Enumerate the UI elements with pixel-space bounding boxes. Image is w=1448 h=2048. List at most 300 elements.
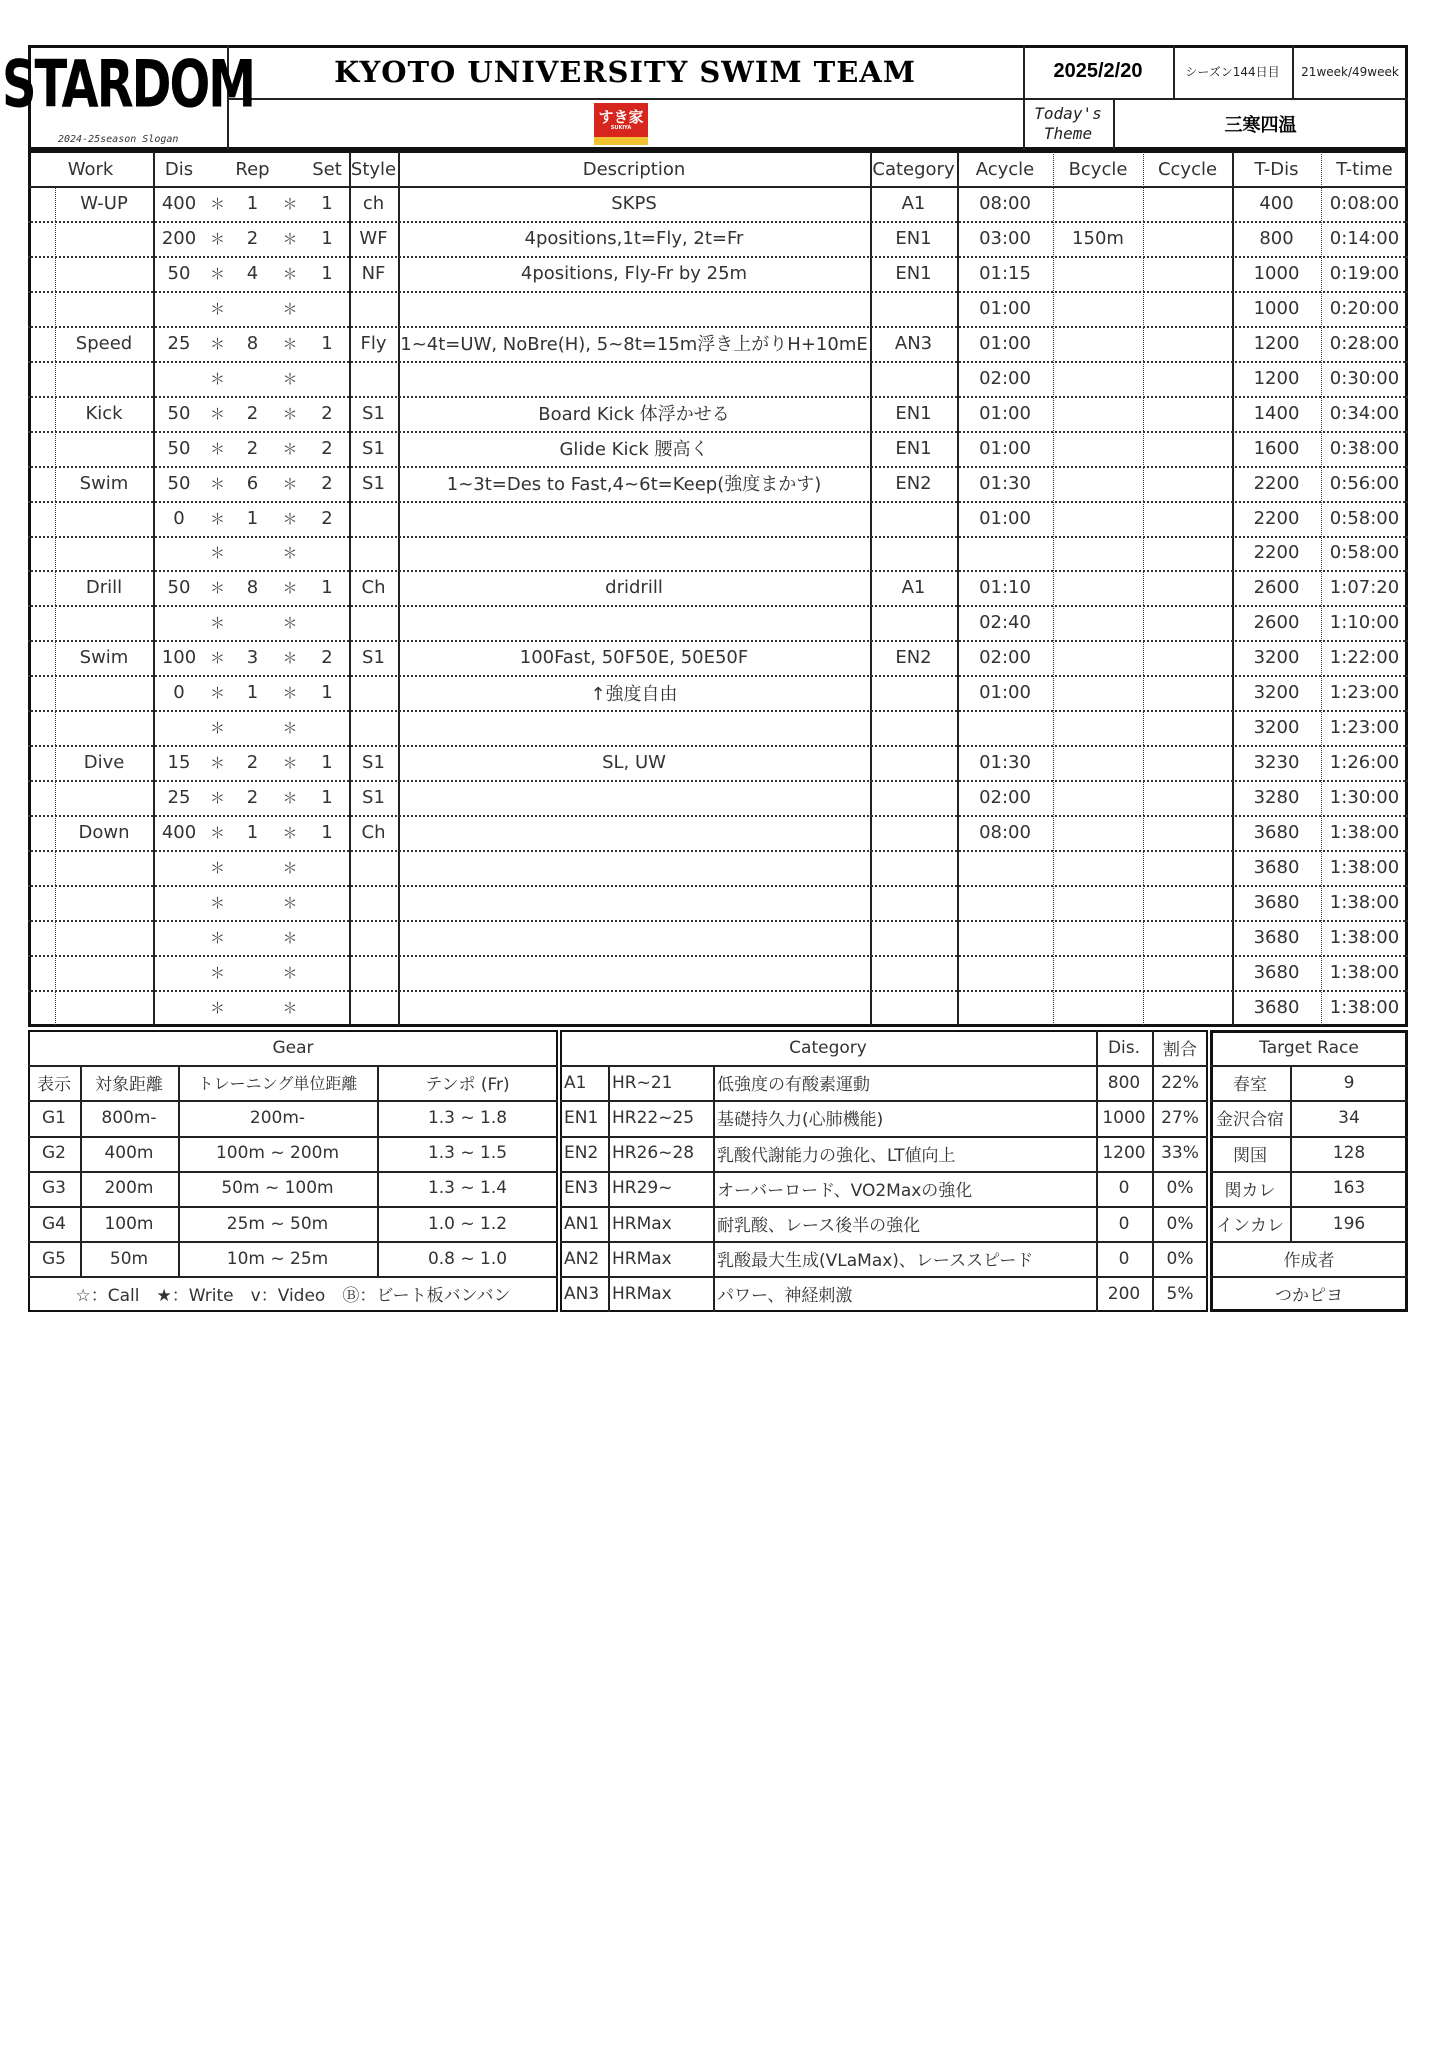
- rep-cell[interactable]: 2: [246, 227, 259, 249]
- set-cell[interactable]: [305, 850, 349, 885]
- set-cell[interactable]: 2: [321, 437, 333, 459]
- ccycle-cell[interactable]: [1143, 710, 1232, 745]
- style-cell[interactable]: [349, 501, 398, 536]
- rep-cell[interactable]: 1: [246, 507, 259, 529]
- work-cell[interactable]: [55, 361, 153, 396]
- tdis-cell[interactable]: 2200: [1253, 542, 1300, 564]
- set-cell[interactable]: 2: [321, 402, 333, 424]
- dis-cell[interactable]: 400: [161, 192, 197, 214]
- category-cell[interactable]: EN1: [895, 262, 932, 284]
- description-cell[interactable]: [398, 710, 870, 745]
- set-cell[interactable]: [305, 536, 349, 571]
- work-cell[interactable]: Drill: [85, 577, 123, 599]
- category-cell[interactable]: [870, 675, 957, 710]
- acycle-cell[interactable]: [957, 536, 1053, 571]
- work-cell[interactable]: Kick: [85, 402, 123, 424]
- ttime-cell[interactable]: 0:34:00: [1329, 402, 1400, 424]
- description-cell[interactable]: SL, UW: [602, 752, 666, 774]
- ttime-cell[interactable]: 1:23:00: [1329, 717, 1400, 739]
- bcycle-cell[interactable]: [1053, 570, 1143, 605]
- category-cell[interactable]: [870, 501, 957, 536]
- dis-cell[interactable]: 25: [167, 332, 191, 354]
- ttime-cell[interactable]: 0:58:00: [1329, 507, 1400, 529]
- category-cell[interactable]: EN2: [895, 472, 932, 494]
- tdis-cell[interactable]: 3200: [1253, 682, 1300, 704]
- work-cell[interactable]: [55, 221, 153, 256]
- bcycle-cell[interactable]: [1053, 536, 1143, 571]
- set-cell[interactable]: [305, 605, 349, 640]
- work-cell[interactable]: Down: [78, 822, 130, 844]
- description-cell[interactable]: [398, 780, 870, 815]
- ccycle-cell[interactable]: [1143, 675, 1232, 710]
- rep-cell[interactable]: 1: [246, 822, 259, 844]
- ccycle-cell[interactable]: [1143, 186, 1232, 221]
- set-cell[interactable]: 1: [321, 227, 333, 249]
- acycle-cell[interactable]: 02:00: [979, 787, 1031, 809]
- description-cell[interactable]: [398, 291, 870, 326]
- bcycle-cell[interactable]: [1053, 186, 1143, 221]
- category-cell[interactable]: [870, 361, 957, 396]
- work-cell[interactable]: [55, 955, 153, 990]
- tdis-cell[interactable]: 1600: [1253, 437, 1300, 459]
- ccycle-cell[interactable]: [1143, 570, 1232, 605]
- ttime-cell[interactable]: 1:38:00: [1329, 996, 1400, 1018]
- bcycle-cell[interactable]: [1053, 675, 1143, 710]
- tdis-cell[interactable]: 3280: [1253, 787, 1300, 809]
- category-cell[interactable]: [870, 745, 957, 780]
- dis-cell[interactable]: 15: [167, 752, 191, 774]
- description-cell[interactable]: [398, 920, 870, 955]
- description-cell[interactable]: [398, 990, 870, 1025]
- bcycle-cell[interactable]: [1053, 431, 1143, 466]
- style-cell[interactable]: [349, 675, 398, 710]
- ttime-cell[interactable]: 0:19:00: [1329, 262, 1400, 284]
- style-cell[interactable]: S1: [362, 472, 385, 494]
- description-cell[interactable]: SKPS: [611, 192, 657, 214]
- dis-cell[interactable]: 200: [161, 227, 197, 249]
- tdis-cell[interactable]: 3230: [1253, 752, 1300, 774]
- tdis-cell[interactable]: 1000: [1253, 297, 1300, 319]
- rep-cell[interactable]: [230, 850, 275, 885]
- acycle-cell[interactable]: 01:00: [979, 332, 1031, 354]
- style-cell[interactable]: S1: [362, 787, 385, 809]
- ccycle-cell[interactable]: [1143, 256, 1232, 291]
- set-cell[interactable]: 1: [321, 192, 333, 214]
- set-cell[interactable]: 1: [321, 262, 333, 284]
- category-ratio-header: 割合: [1163, 1040, 1197, 1061]
- dis-cell[interactable]: 100: [161, 647, 197, 669]
- style-cell[interactable]: Fly: [360, 332, 387, 354]
- ccycle-cell[interactable]: [1143, 955, 1232, 990]
- style-cell[interactable]: [349, 710, 398, 745]
- work-cell[interactable]: Speed: [75, 332, 133, 354]
- category-cell[interactable]: [870, 536, 957, 571]
- tdis-cell[interactable]: 1400: [1253, 402, 1300, 424]
- category-cell[interactable]: AN3: [894, 332, 933, 354]
- style-cell[interactable]: [349, 990, 398, 1025]
- gear-cell: G5: [42, 1248, 66, 1269]
- set-cell[interactable]: [305, 361, 349, 396]
- category-cell[interactable]: EN1: [895, 402, 932, 424]
- acycle-cell[interactable]: 01:00: [979, 682, 1031, 704]
- ttime-cell[interactable]: 0:38:00: [1329, 437, 1400, 459]
- dis-cell[interactable]: 0: [173, 682, 185, 704]
- work-cell[interactable]: [55, 431, 153, 466]
- description-cell[interactable]: Board Kick 体浮かせる: [538, 404, 730, 426]
- ttime-cell[interactable]: 1:38:00: [1329, 822, 1400, 844]
- description-cell[interactable]: [398, 885, 870, 920]
- rep-cell[interactable]: 6: [246, 472, 259, 494]
- tdis-cell[interactable]: 2600: [1253, 612, 1300, 634]
- style-cell[interactable]: [349, 361, 398, 396]
- acycle-cell[interactable]: [957, 710, 1053, 745]
- rep-cell[interactable]: [230, 990, 275, 1025]
- dis-cell[interactable]: [153, 885, 205, 920]
- style-cell[interactable]: ch: [362, 192, 385, 214]
- set-cell[interactable]: 2: [321, 507, 333, 529]
- category-cell[interactable]: EN1: [895, 227, 932, 249]
- bcycle-cell[interactable]: [1053, 501, 1143, 536]
- work-cell[interactable]: [55, 536, 153, 571]
- rep-cell[interactable]: 1: [246, 682, 259, 704]
- category-cell[interactable]: [870, 885, 957, 920]
- rep-cell[interactable]: [230, 920, 275, 955]
- ccycle-cell[interactable]: [1143, 990, 1232, 1025]
- rep-cell[interactable]: [230, 361, 275, 396]
- set-cell[interactable]: 2: [321, 472, 333, 494]
- category-cell[interactable]: [870, 291, 957, 326]
- description-cell[interactable]: Glide Kick 腰高く: [559, 439, 709, 461]
- work-cell[interactable]: [55, 501, 153, 536]
- dis-cell[interactable]: 50: [167, 577, 191, 599]
- acycle-cell[interactable]: 01:30: [979, 472, 1031, 494]
- work-cell[interactable]: [55, 605, 153, 640]
- bcycle-cell[interactable]: [1053, 361, 1143, 396]
- multiply-sign: ＊: [282, 998, 298, 1017]
- ccycle-cell[interactable]: [1143, 780, 1232, 815]
- dis-cell[interactable]: 50: [167, 472, 191, 494]
- ttime-cell[interactable]: 1:22:00: [1329, 647, 1400, 669]
- tdis-cell[interactable]: 3680: [1253, 822, 1300, 844]
- multiply-sign: ＊: [282, 719, 298, 738]
- style-cell[interactable]: WF: [359, 227, 388, 249]
- ttime-cell[interactable]: 1:38:00: [1329, 961, 1400, 983]
- tdis-cell[interactable]: 1000: [1253, 262, 1300, 284]
- category-cell[interactable]: [870, 815, 957, 850]
- work-cell[interactable]: W-UP: [80, 192, 128, 214]
- style-cell[interactable]: S1: [362, 402, 385, 424]
- description-cell[interactable]: [398, 536, 870, 571]
- tdis-cell[interactable]: 2200: [1253, 507, 1300, 529]
- description-cell[interactable]: ↑強度自由: [590, 683, 678, 705]
- set-cell[interactable]: 1: [321, 822, 333, 844]
- tdis-cell[interactable]: 3680: [1253, 857, 1300, 879]
- style-cell[interactable]: Ch: [361, 822, 386, 844]
- ccycle-cell[interactable]: [1143, 640, 1232, 675]
- bcycle-cell[interactable]: [1053, 605, 1143, 640]
- work-cell[interactable]: Dive: [83, 752, 125, 774]
- ttime-cell[interactable]: 0:20:00: [1329, 297, 1400, 319]
- ttime-cell[interactable]: 0:14:00: [1329, 227, 1400, 249]
- work-cell[interactable]: Swim: [79, 647, 129, 669]
- work-cell[interactable]: [55, 675, 153, 710]
- category-cell[interactable]: EN1: [895, 437, 932, 459]
- set-cell[interactable]: [305, 710, 349, 745]
- work-cell[interactable]: Swim: [79, 472, 129, 494]
- ttime-cell[interactable]: 1:38:00: [1329, 926, 1400, 948]
- ccycle-cell[interactable]: [1143, 431, 1232, 466]
- tdis-cell[interactable]: 3680: [1253, 926, 1300, 948]
- dis-cell[interactable]: [153, 536, 205, 571]
- bcycle-cell[interactable]: [1053, 291, 1143, 326]
- dis-cell[interactable]: [153, 990, 205, 1025]
- bcycle-cell[interactable]: [1053, 396, 1143, 431]
- multiply-sign: ＊: [282, 194, 298, 213]
- description-cell[interactable]: 1~3t=Des to Fast,4~6t=Keep(強度まかす): [446, 474, 822, 496]
- acycle-cell[interactable]: 01:00: [979, 437, 1031, 459]
- rep-cell[interactable]: [230, 605, 275, 640]
- description-cell[interactable]: [398, 815, 870, 850]
- acycle-cell[interactable]: 01:15: [979, 262, 1031, 284]
- set-cell[interactable]: 2: [321, 647, 333, 669]
- ccycle-cell[interactable]: [1143, 466, 1232, 501]
- acycle-cell[interactable]: [957, 885, 1053, 920]
- ccycle-cell[interactable]: [1143, 815, 1232, 850]
- tdis-cell[interactable]: 3680: [1253, 961, 1300, 983]
- dis-cell[interactable]: 50: [167, 402, 191, 424]
- bcycle-cell[interactable]: [1053, 780, 1143, 815]
- dis-cell[interactable]: 50: [167, 437, 191, 459]
- ttime-cell[interactable]: 0:56:00: [1329, 472, 1400, 494]
- heart-rate-zone: HR~21: [612, 1072, 673, 1093]
- description-cell[interactable]: 4positions, Fly-Fr by 25m: [520, 262, 748, 284]
- category-cell[interactable]: [870, 605, 957, 640]
- acycle-cell[interactable]: 02:40: [979, 612, 1031, 634]
- dis-cell[interactable]: 50: [167, 262, 191, 284]
- description-cell[interactable]: [398, 605, 870, 640]
- category-code: EN2: [564, 1143, 599, 1164]
- style-cell[interactable]: [349, 850, 398, 885]
- bcycle-cell[interactable]: [1053, 850, 1143, 885]
- dis-cell[interactable]: [153, 955, 205, 990]
- tdis-cell[interactable]: 3200: [1253, 647, 1300, 669]
- acycle-cell[interactable]: 01:00: [979, 507, 1031, 529]
- ttime-cell[interactable]: 1:10:00: [1329, 612, 1400, 634]
- bcycle-cell[interactable]: [1053, 256, 1143, 291]
- style-cell[interactable]: [349, 536, 398, 571]
- set-cell[interactable]: 1: [321, 752, 333, 774]
- rep-cell[interactable]: 4: [246, 262, 259, 284]
- set-cell[interactable]: 1: [321, 332, 333, 354]
- rep-cell[interactable]: 2: [246, 437, 259, 459]
- work-cell[interactable]: [55, 710, 153, 745]
- set-cell[interactable]: [305, 291, 349, 326]
- dis-cell[interactable]: 25: [167, 787, 191, 809]
- rep-cell[interactable]: [230, 955, 275, 990]
- acycle-cell[interactable]: [957, 990, 1053, 1025]
- acycle-cell[interactable]: 08:00: [979, 822, 1031, 844]
- heart-rate-zone: HRMax: [612, 1213, 672, 1234]
- rep-cell[interactable]: 8: [246, 577, 259, 599]
- style-cell[interactable]: [349, 920, 398, 955]
- dis-cell[interactable]: [153, 710, 205, 745]
- ccycle-cell[interactable]: [1143, 920, 1232, 955]
- bcycle-cell[interactable]: [1053, 710, 1143, 745]
- work-cell[interactable]: [55, 920, 153, 955]
- rep-cell[interactable]: 1: [246, 192, 259, 214]
- description-cell[interactable]: 1~4t=UW, NoBre(H), 5~8t=15m浮き上がりH+10mE: [400, 334, 868, 356]
- set-cell[interactable]: 1: [321, 682, 333, 704]
- dis-cell[interactable]: [153, 361, 205, 396]
- style-cell[interactable]: [349, 605, 398, 640]
- tdis-cell[interactable]: 3200: [1253, 717, 1300, 739]
- dis-cell[interactable]: 400: [161, 822, 197, 844]
- acycle-cell[interactable]: 01:10: [979, 577, 1031, 599]
- dis-cell[interactable]: 0: [173, 507, 185, 529]
- style-cell[interactable]: [349, 955, 398, 990]
- description-cell[interactable]: 100Fast, 50F50E, 50E50F: [519, 647, 749, 669]
- bcycle-cell[interactable]: [1053, 955, 1143, 990]
- bcycle-cell[interactable]: [1053, 920, 1143, 955]
- ccycle-cell[interactable]: [1143, 536, 1232, 571]
- ttime-cell[interactable]: 1:07:20: [1329, 577, 1400, 599]
- bcycle-cell[interactable]: [1053, 815, 1143, 850]
- tdis-cell[interactable]: 3680: [1253, 996, 1300, 1018]
- gear-cell: 50m ~ 100m: [221, 1178, 334, 1199]
- ttime-cell[interactable]: 1:38:00: [1329, 891, 1400, 913]
- work-cell[interactable]: [55, 885, 153, 920]
- rep-cell[interactable]: 3: [246, 647, 259, 669]
- category-cell[interactable]: [870, 780, 957, 815]
- bcycle-cell[interactable]: [1053, 990, 1143, 1025]
- tdis-cell[interactable]: 3680: [1253, 891, 1300, 913]
- multiply-sign: ＊: [282, 579, 298, 598]
- description-cell[interactable]: 4positions,1t=Fly, 2t=Fr: [524, 227, 744, 249]
- bcycle-cell[interactable]: [1053, 745, 1143, 780]
- set-cell[interactable]: [305, 885, 349, 920]
- bcycle-cell[interactable]: [1053, 326, 1143, 361]
- tdis-cell[interactable]: 2200: [1253, 472, 1300, 494]
- work-cell[interactable]: [55, 256, 153, 291]
- category-description: 乳酸最大生成(VLaMax)、レーススピード: [717, 1251, 1034, 1272]
- rep-cell[interactable]: 2: [246, 787, 259, 809]
- category-cell[interactable]: A1: [901, 192, 926, 214]
- ttime-cell[interactable]: 1:23:00: [1329, 682, 1400, 704]
- ttime-cell[interactable]: 0:08:00: [1329, 192, 1400, 214]
- ccycle-cell[interactable]: [1143, 605, 1232, 640]
- category-cell[interactable]: [870, 955, 957, 990]
- dis-cell[interactable]: [153, 850, 205, 885]
- tdis-cell[interactable]: 1200: [1253, 367, 1300, 389]
- description-cell[interactable]: dridrill: [605, 577, 663, 599]
- rep-cell[interactable]: [230, 536, 275, 571]
- style-cell[interactable]: S1: [362, 752, 385, 774]
- work-cell[interactable]: [55, 291, 153, 326]
- rep-cell[interactable]: 2: [246, 402, 259, 424]
- ccycle-cell[interactable]: [1143, 885, 1232, 920]
- ttime-cell[interactable]: 1:30:00: [1329, 787, 1400, 809]
- rep-cell[interactable]: 8: [246, 332, 259, 354]
- author-label: 作成者: [1283, 1251, 1335, 1272]
- category-cell[interactable]: A1: [901, 577, 926, 599]
- acycle-cell[interactable]: 02:00: [979, 647, 1031, 669]
- bcycle-cell[interactable]: 150m: [1072, 227, 1124, 249]
- ttime-cell[interactable]: 0:58:00: [1329, 542, 1400, 564]
- work-cell[interactable]: [55, 990, 153, 1025]
- set-cell[interactable]: [305, 920, 349, 955]
- ccycle-cell[interactable]: [1143, 361, 1232, 396]
- work-cell[interactable]: [55, 780, 153, 815]
- style-cell[interactable]: [349, 885, 398, 920]
- ccycle-cell[interactable]: [1143, 326, 1232, 361]
- acycle-cell[interactable]: [957, 955, 1053, 990]
- ccycle-cell[interactable]: [1143, 396, 1232, 431]
- rep-cell[interactable]: [230, 885, 275, 920]
- set-cell[interactable]: 1: [321, 787, 333, 809]
- bcycle-cell[interactable]: [1053, 885, 1143, 920]
- ccycle-cell[interactable]: [1143, 221, 1232, 256]
- tdis-cell[interactable]: 2600: [1253, 577, 1300, 599]
- description-cell[interactable]: [398, 501, 870, 536]
- ccycle-cell[interactable]: [1143, 745, 1232, 780]
- rep-cell[interactable]: 2: [246, 752, 259, 774]
- ttime-cell[interactable]: 0:30:00: [1329, 367, 1400, 389]
- description-cell[interactable]: [398, 361, 870, 396]
- acycle-cell[interactable]: 01:00: [979, 297, 1031, 319]
- rep-cell[interactable]: [230, 291, 275, 326]
- bcycle-cell[interactable]: [1053, 466, 1143, 501]
- ccycle-cell[interactable]: [1143, 501, 1232, 536]
- set-cell[interactable]: [305, 990, 349, 1025]
- ccycle-cell[interactable]: [1143, 291, 1232, 326]
- tdis-cell[interactable]: 400: [1259, 192, 1294, 214]
- acycle-cell[interactable]: 08:00: [979, 192, 1031, 214]
- set-cell[interactable]: 1: [321, 577, 333, 599]
- ttime-cell[interactable]: 0:28:00: [1329, 332, 1400, 354]
- ttime-cell[interactable]: 1:38:00: [1329, 857, 1400, 879]
- acycle-cell[interactable]: 01:00: [979, 402, 1031, 424]
- ttime-cell[interactable]: 1:26:00: [1329, 752, 1400, 774]
- rep-cell[interactable]: [230, 710, 275, 745]
- category-cell[interactable]: [870, 920, 957, 955]
- description-cell[interactable]: [398, 850, 870, 885]
- acycle-cell[interactable]: 02:00: [979, 367, 1031, 389]
- work-cell[interactable]: [55, 850, 153, 885]
- set-cell[interactable]: [305, 955, 349, 990]
- acycle-cell[interactable]: 03:00: [979, 227, 1031, 249]
- dis-cell[interactable]: [153, 920, 205, 955]
- style-cell[interactable]: NF: [361, 262, 386, 284]
- style-cell[interactable]: S1: [362, 647, 385, 669]
- category-cell[interactable]: [870, 990, 957, 1025]
- style-cell[interactable]: Ch: [361, 577, 386, 599]
- category-cell[interactable]: [870, 710, 957, 745]
- tdis-cell[interactable]: 1200: [1253, 332, 1300, 354]
- description-cell[interactable]: [398, 955, 870, 990]
- acycle-cell[interactable]: [957, 850, 1053, 885]
- ccycle-cell[interactable]: [1143, 850, 1232, 885]
- acycle-cell[interactable]: 01:30: [979, 752, 1031, 774]
- bcycle-cell[interactable]: [1053, 640, 1143, 675]
- acycle-cell[interactable]: [957, 920, 1053, 955]
- tdis-cell[interactable]: 800: [1259, 227, 1294, 249]
- style-cell[interactable]: S1: [362, 437, 385, 459]
- category-cell[interactable]: [870, 850, 957, 885]
- category-cell[interactable]: EN2: [895, 647, 932, 669]
- dis-cell[interactable]: [153, 605, 205, 640]
- dis-cell[interactable]: [153, 291, 205, 326]
- style-cell[interactable]: [349, 291, 398, 326]
